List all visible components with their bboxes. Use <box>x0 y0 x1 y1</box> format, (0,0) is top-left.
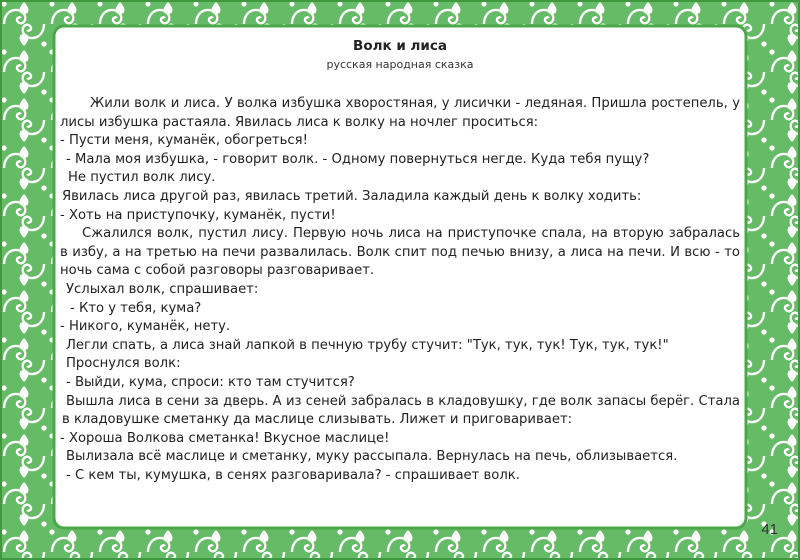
paragraph: Легли спать, а лиса знай лапкой в печную трубу стучит: "Тук, тук, тук! Тук, тук, тук!" <box>66 337 669 353</box>
page-content <box>60 32 740 522</box>
paragraph: Не пустил волк лису. <box>68 170 216 186</box>
paragraph: - Никого, куманёк, нету. <box>60 319 231 335</box>
paragraph: - Хороша Волкова сметанка! Вкусное маслице! <box>60 430 390 446</box>
paragraph: Сжалился волк, пустил лису. Первую ночь лиса на приступочке спала, на вторую забралась в избу, а на третью на печи развалилась. Волк спит под печью внизу, а лиса на печи. И всю - то ночь сама с собой разговоры разговаривает. <box>60 226 740 279</box>
paragraph: Проснулся волк: <box>66 356 181 372</box>
paragraph: - Кто у тебя, кума? <box>70 300 202 316</box>
paragraph: - С кем ты, кумушка, в сенях разговаривала? - спрашивает волк. <box>66 467 520 483</box>
story-subtitle: русская народная сказка <box>326 58 474 71</box>
paragraph: - Хоть на приступочку, куманёк, пусти! <box>60 207 336 223</box>
paragraph: - Мала моя избушка, - говорит волк. - Одному повернуться негде. Куда тебя пущу? <box>66 151 650 167</box>
paragraph: Услыхал волк, спрашивает: <box>66 281 259 297</box>
story-title: Волк и лиса <box>353 38 447 54</box>
paragraph: Жили волк и лиса. У волка избушка хворостяная, у лисички - ледяная. Пришла ростепель, у лисы избушка растаяла. Явилась лиса к волку на ночлег проситься: <box>60 96 740 130</box>
story-text <box>60 95 740 485</box>
paragraph: Вышла лиса в сени за дверь. А из сеней забралась в кладовушку, где волк запасы берёг. Стала в кладовушке сметанку да маслице слизывать. Лижет и приговаривает: <box>62 393 740 428</box>
paragraph: - Пусти меня, куманёк, обогреться! <box>60 133 308 149</box>
page-number: 41 <box>761 521 778 538</box>
paragraph: - Выйди, кума, спроси: кто там стучится? <box>66 374 355 390</box>
paragraph: Вылизала всё маслице и сметанку, муку рассыпала. Вернулась на печь, облизывается. <box>66 449 678 465</box>
paragraph: Явилась лиса другой раз, явилась третий. Заладила каждый день к волку ходить: <box>62 188 642 204</box>
